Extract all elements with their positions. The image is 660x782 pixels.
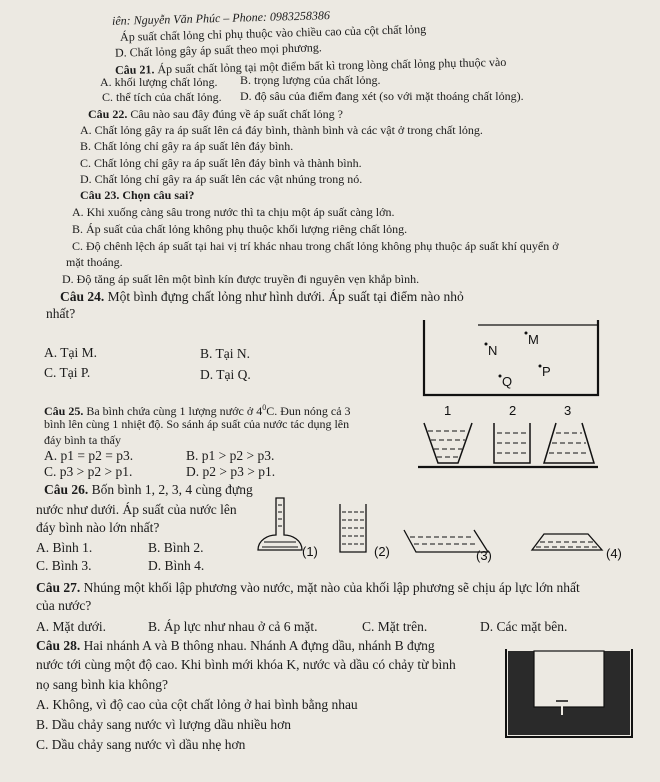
option: A. Chất lỏng gây ra áp suất lên cả đáy bình, thành bình và các vật ở trong chất lỏng. bbox=[80, 123, 483, 137]
option: C. p3 > p2 > p1. bbox=[44, 464, 133, 479]
option: B. Áp lực như nhau ở cả 6 mặt. bbox=[148, 619, 318, 634]
point-m-label: M bbox=[528, 332, 539, 347]
option: B. Áp suất của chất lỏng không phụ thuộc khối lượng riêng chất lỏng. bbox=[72, 222, 408, 236]
option: C. Bình 3. bbox=[36, 558, 92, 573]
vessel-3-label: (3) bbox=[476, 548, 492, 563]
option: B. p1 > p2 > p3. bbox=[186, 448, 275, 463]
connecting-tube bbox=[534, 707, 604, 735]
option: A. Bình 1. bbox=[36, 540, 93, 555]
option: A. Mặt dưới. bbox=[36, 619, 106, 634]
vessel-2-label: (2) bbox=[374, 544, 390, 559]
option: C. thể tích của chất lỏng. bbox=[102, 90, 222, 104]
vessel-1-label: 1 bbox=[444, 403, 452, 418]
point-q-label: Q bbox=[502, 374, 513, 389]
point-q bbox=[499, 375, 502, 378]
branch-b-liquid bbox=[604, 651, 630, 735]
question-28-cont: nước tới cùng một độ cao. Khi bình mới khóa K, nước và dầu có chảy từ bình bbox=[36, 657, 456, 672]
middle-gap bbox=[534, 651, 604, 707]
option: C. Chất lỏng chỉ gây ra áp suất lên đáy bình và thành bình. bbox=[80, 156, 362, 170]
question-26-cont: nước như dưới. Áp suất của nước lên bbox=[36, 502, 237, 517]
option: C. Mặt trên. bbox=[362, 619, 428, 634]
point-m bbox=[525, 332, 528, 335]
figure-container-points bbox=[418, 300, 618, 400]
question-27: Câu 27. Nhúng một khối lập phương vào nước, mặt nào của khối lập phương sẽ chịu áp lực lớn nhất bbox=[36, 580, 580, 595]
option: C. Tại P. bbox=[44, 365, 91, 380]
question-25-cont: đáy bình ta thấy bbox=[44, 433, 121, 447]
question-23: Câu 23. Chọn câu sai? bbox=[80, 188, 195, 202]
question-28: Câu 28. Hai nhánh A và B thông nhau. Nhánh A đựng dầu, nhánh B đựng bbox=[36, 638, 435, 653]
option: C. Độ chênh lệch áp suất tại hai vị trí khác nhau trong chất lỏng không phụ thuộc áp suất khí quyển ở bbox=[72, 239, 559, 253]
header-line: Áp suất chất lỏng chỉ phụ thuộc vào chiều cao của cột chất lỏng bbox=[119, 21, 427, 45]
option: C. Dầu chảy sang nước vì dầu nhẹ hơn bbox=[36, 737, 246, 752]
option: A. khối lượng chất lỏng. bbox=[100, 75, 218, 89]
vessel-3-water bbox=[410, 537, 478, 544]
option: mặt thoáng. bbox=[66, 255, 123, 269]
vessel-1-label: (1) bbox=[302, 544, 318, 559]
vessel-2-label: 2 bbox=[509, 403, 517, 418]
question-28-cont: nọ sang bình kia không? bbox=[36, 677, 168, 692]
option: D. Bình 4. bbox=[148, 558, 205, 573]
vessel-2-water bbox=[342, 512, 364, 544]
vessel-1-water bbox=[262, 505, 298, 547]
option: B. Chất lỏng chỉ gây ra áp suất lên đáy bình. bbox=[80, 139, 294, 153]
question-21: Câu 21. Áp suất chất lỏng tại một điểm bất kì trong lòng chất lỏng phụ thuộc vào bbox=[114, 54, 507, 78]
option: D. Tại Q. bbox=[200, 367, 251, 382]
vessel-4-water bbox=[536, 542, 598, 547]
question-26-cont: đáy bình nào lớn nhất? bbox=[36, 520, 160, 535]
question-27-cont: của nước? bbox=[36, 598, 92, 613]
point-n-label: N bbox=[488, 343, 498, 358]
point-n bbox=[485, 343, 488, 346]
option: A. p1 = p2 = p3. bbox=[44, 448, 134, 463]
point-p-label: P bbox=[542, 364, 551, 379]
option: D. Chất lỏng chỉ gây ra áp suất lên các vật nhúng trong nó. bbox=[80, 172, 363, 186]
author-line: iên: Nguyễn Văn Phúc – Phone: 0983258386 bbox=[111, 8, 331, 28]
figure-three-vessels bbox=[418, 403, 598, 473]
vessel-3-label: 3 bbox=[564, 403, 572, 418]
point-p bbox=[539, 365, 542, 368]
vessel-4-label: (4) bbox=[606, 546, 622, 561]
option: B. Bình 2. bbox=[148, 540, 204, 555]
vessel-2-water bbox=[497, 433, 527, 453]
option: D. Độ tăng áp suất lên một bình kín được truyền đi nguyên vẹn khắp bình. bbox=[62, 272, 420, 286]
option: B. Dầu chảy sang nước vì lượng dầu nhiều hơn bbox=[36, 717, 292, 732]
vessel-3-water bbox=[549, 433, 589, 453]
option: A. Tại M. bbox=[44, 345, 97, 360]
figure-communicating-vessels bbox=[502, 645, 642, 745]
question-25: Câu 25. Ba bình chứa cùng 1 lượng nước ở $4^0C$. Đun nóng cả 3 bbox=[44, 403, 351, 418]
header-line: D. Chất lỏng gây áp suất theo mọi phương. bbox=[114, 40, 322, 60]
option: D. Các mặt bên. bbox=[480, 619, 568, 634]
branch-a-liquid bbox=[508, 651, 534, 735]
option: D. p2 > p3 > p1. bbox=[186, 464, 276, 479]
question-24-cont: nhất? bbox=[46, 306, 76, 321]
question-22: Câu 22. Câu nào sau đây đúng về áp suất chất lỏng ? bbox=[88, 107, 343, 121]
option: A. Không, vì độ cao của cột chất lỏng ở hai bình bằng nhau bbox=[36, 697, 358, 712]
question-26: Câu 26. Bốn bình 1, 2, 3, 4 cùng đựng bbox=[44, 482, 253, 497]
option: B. Tại N. bbox=[200, 346, 250, 361]
question-25-cont: bình lên cùng 1 nhiệt độ. So sánh áp suất của nước tác dụng lên bbox=[44, 417, 350, 431]
option: D. độ sâu của điểm đang xét (so với mặt thoáng chất lỏng). bbox=[240, 89, 524, 103]
figure-four-vessels bbox=[258, 490, 628, 572]
option: B. trọng lượng của chất lỏng. bbox=[240, 73, 381, 87]
option: A. Khi xuống càng sâu trong nước thì ta chịu một áp suất càng lớn. bbox=[72, 205, 395, 219]
question-24: Câu 24. Một bình đựng chất lỏng như hình dưới. Áp suất tại điểm nào nhỏ bbox=[60, 289, 464, 304]
